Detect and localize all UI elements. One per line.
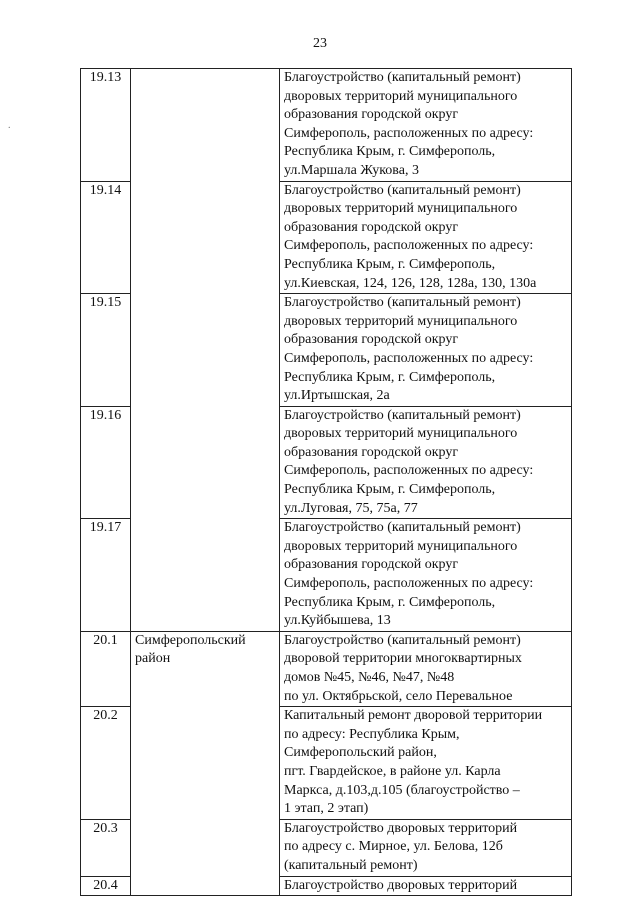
district-cell: Симферопольский район <box>131 631 280 895</box>
row-number: 19.15 <box>81 294 131 407</box>
description-line: ул.Иртышская, 2а <box>284 388 390 404</box>
description-line: ул.Киевская, 124, 126, 128, 128а, 130, 130а <box>284 275 537 291</box>
description-cell <box>280 519 572 632</box>
description-line: дворовой территории многоквартирных <box>284 651 522 667</box>
description-line: Благоустройство (капитальный ремонт) <box>284 295 521 311</box>
description-cell <box>280 876 572 896</box>
description-line: Республика Крым, г. Симферополь, <box>284 594 496 610</box>
works-table <box>80 68 572 896</box>
description-line: пгт. Гвардейское, в районе ул. Карла <box>284 763 501 779</box>
description-line: по адресу с. Мирное, ул. Белова, 12б <box>284 839 503 855</box>
description-line: Благоустройство дворовых территорий <box>284 820 518 836</box>
table-row <box>81 69 572 182</box>
district-cell <box>131 69 280 632</box>
description-line: ул.Луговая, 75, 75а, 77 <box>284 500 418 516</box>
description-line: образования городской округ <box>284 557 459 573</box>
description-line: Маркса, д.103,д.105 (благоустройство – <box>284 782 520 798</box>
row-number: 20.2 <box>81 707 131 820</box>
description-cell <box>280 707 572 820</box>
row-number: 19.13 <box>81 69 131 182</box>
description-line: по ул. Октябрьской, село Перевальное <box>284 688 513 704</box>
row-number: 20.1 <box>81 631 131 706</box>
description-line: Благоустройство (капитальный ремонт) <box>284 182 521 198</box>
description-line: Симферополь, расположенных по адресу: <box>284 576 534 592</box>
description-cell <box>280 69 572 182</box>
description-line: Республика Крым, г. Симферополь, <box>284 256 496 272</box>
description-line: Симферополь, расположенных по адресу: <box>284 463 534 479</box>
page-number: 23 <box>313 36 327 51</box>
description-line: Благоустройство (капитальный ремонт) <box>284 407 521 423</box>
description-line: Республика Крым, г. Симферополь, <box>284 144 496 160</box>
description-line: (капитальный ремонт) <box>284 857 418 873</box>
table-row <box>81 631 572 706</box>
description-line: Республика Крым, г. Симферополь, <box>284 369 496 385</box>
description-line: ул.Куйбышева, 13 <box>284 613 391 629</box>
description-line: Благоустройство (капитальный ремонт) <box>284 632 521 648</box>
description-line: по адресу: Республика Крым, <box>284 726 460 742</box>
description-line: дворовых территорий муниципального <box>284 201 518 217</box>
description-line: дворовых территорий муниципального <box>284 88 518 104</box>
description-cell <box>280 294 572 407</box>
description-line: домов №45, №46, №47, №48 <box>284 670 455 685</box>
description-line: образования городской округ <box>284 107 459 123</box>
description-line: образования городской округ <box>284 332 459 348</box>
row-number: 19.17 <box>81 519 131 632</box>
description-cell <box>280 819 572 876</box>
row-number: 19.14 <box>81 181 131 294</box>
description-line: Благоустройство дворовых территорий <box>284 877 518 893</box>
row-number: 19.16 <box>81 406 131 519</box>
description-cell <box>280 631 572 706</box>
description-line: Симферополь, расположенных по адресу: <box>284 350 534 366</box>
description-cell <box>280 406 572 519</box>
description-line: Симферопольский район, <box>284 745 437 761</box>
margin-mark: . <box>8 120 11 131</box>
description-line: дворовых территорий муниципального <box>284 426 518 442</box>
description-line: Симферополь, расположенных по адресу: <box>284 125 534 141</box>
description-line: Симферополь, расположенных по адресу: <box>284 238 534 254</box>
row-number: 20.3 <box>81 819 131 876</box>
description-line: образования городской округ <box>284 444 459 460</box>
description-line: 1 этап, 2 этап) <box>284 801 369 817</box>
description-line: Благоустройство (капитальный ремонт) <box>284 520 521 536</box>
description-cell <box>280 181 572 294</box>
description-line: Капитальный ремонт дворовой территории <box>284 708 543 724</box>
description-line: образования городской округ <box>284 219 459 235</box>
description-line: Республика Крым, г. Симферополь, <box>284 482 496 498</box>
row-number: 20.4 <box>81 876 131 896</box>
description-line: ул.Маршала Жукова, 3 <box>284 162 419 178</box>
description-line: Благоустройство (капитальный ремонт) <box>284 70 521 85</box>
description-line: дворовых территорий муниципального <box>284 313 518 329</box>
description-line: дворовых территорий муниципального <box>284 538 518 554</box>
